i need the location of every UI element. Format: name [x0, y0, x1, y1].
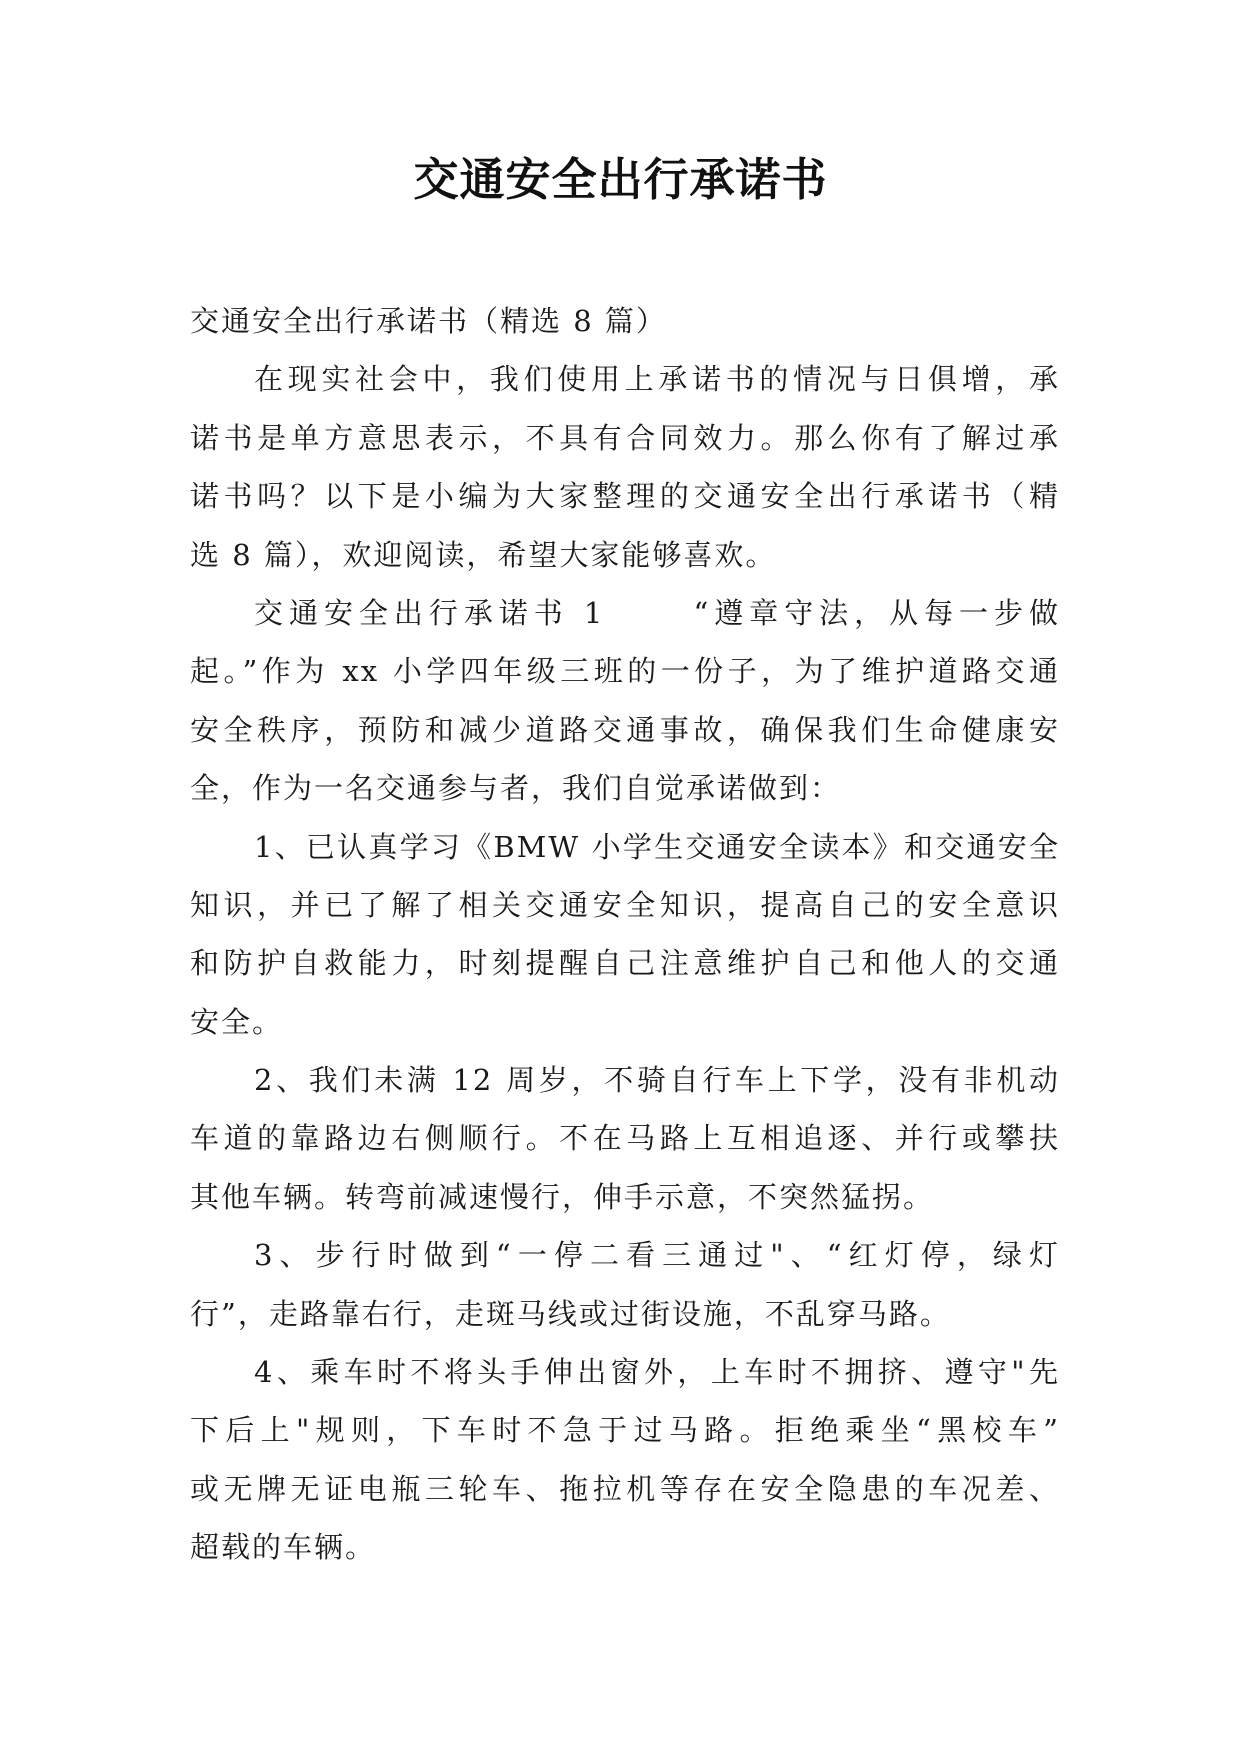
text-line: 诺书吗？以下是小编为大家整理的交通安全出行承诺书（精	[190, 479, 1060, 514]
text-line: 1、已认真学习《BMW 小学生交通安全读本》和交通安全	[254, 829, 1060, 864]
text-line: 2、我们未满 12 周岁，不骑自行车上下学，没有非机动	[254, 1063, 1060, 1098]
text-line: 行”，走路靠右行，走斑马线或过街设施，不乱穿马路。	[190, 1296, 951, 1331]
text-line: 选 8 篇），欢迎阅读，希望大家能够喜欢。	[190, 537, 777, 572]
text-line: 4、乘车时不将头手伸出窗外，上车时不拥挤、遵守"先	[254, 1355, 1060, 1390]
text-line: 交通安全出行承诺书 1 “遵章守法，从每一步做	[254, 595, 1060, 630]
text-line: 其他车辆。转弯前减速慢行，伸手示意，不突然猛拐。	[190, 1179, 935, 1214]
text-line: 诺书是单方意思表示，不具有合同效力。那么你有了解过承	[190, 420, 1060, 455]
text-line: 安全。	[190, 1004, 284, 1039]
text-line: 安全秩序，预防和减少道路交通事故，确保我们生命健康安	[190, 712, 1060, 747]
text-line: 在现实社会中，我们使用上承诺书的情况与日俱增，承	[254, 362, 1060, 397]
document-body	[190, 292, 1060, 1577]
text-line: 知识，并已了解了相关交通安全知识，提高自己的安全意识	[190, 887, 1060, 922]
text-line: 全，作为一名交通参与者，我们自觉承诺做到：	[190, 771, 842, 806]
text-line: 起。”作为 xx 小学四年级三班的一份子，为了维护道路交通	[190, 654, 1060, 689]
document-title: 交通安全出行承诺书	[413, 153, 828, 206]
text-line: 交通安全出行承诺书（精选 8 篇）	[190, 304, 667, 338]
text-line: 车道的靠路边右侧顺行。不在马路上互相追逐、并行或攀扶	[190, 1121, 1060, 1156]
text-line: 下后上"规则，下车时不急于过马路。拒绝乘坐“黑校车”	[190, 1413, 1060, 1448]
text-line: 超载的车辆。	[190, 1530, 377, 1565]
text-line: 3、步行时做到“一停二看三通过"、“红灯停，绿灯	[254, 1238, 1060, 1273]
text-line: 或无牌无证电瓶三轮车、拖拉机等存在安全隐患的车况差、	[190, 1471, 1060, 1506]
text-line: 和防护自救能力，时刻提醒自己注意维护自己和他人的交通	[190, 946, 1060, 981]
